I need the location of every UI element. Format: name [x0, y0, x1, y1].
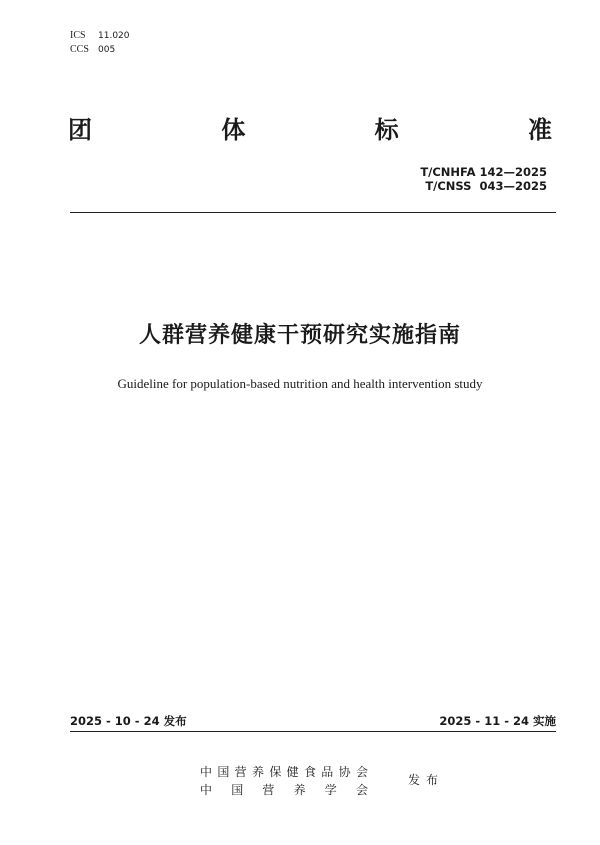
publisher-2: [200, 782, 368, 798]
standard-type-char: 准: [527, 116, 552, 144]
publish-label: 发布: [408, 773, 445, 787]
publisher-1-char: 协: [338, 765, 351, 779]
standard-number-2: T/CNSS 043—2025: [425, 179, 547, 193]
standard-type-char: 标: [374, 116, 399, 144]
standard-type-char: 团: [68, 116, 92, 144]
publisher-1-char: 保: [269, 765, 282, 779]
publisher-1-char: 食: [303, 765, 316, 779]
publisher-2-char: 中: [200, 783, 213, 797]
title-english: Guideline for population-based nutrition and health intervention study: [117, 376, 483, 391]
ccs-value: 005: [98, 45, 116, 55]
ccs-code: [70, 44, 115, 56]
publisher-1: [200, 764, 368, 780]
standard-type-char: 体: [221, 116, 246, 144]
publisher-2-char: 国: [231, 783, 244, 797]
ics-label: ICS: [70, 30, 86, 41]
publisher-1-char: 健: [286, 765, 299, 779]
footer-divider: [70, 731, 556, 732]
header-divider: [70, 212, 556, 213]
publisher-2-char: 营: [262, 783, 275, 797]
publisher-1-char: 营: [234, 765, 247, 779]
ics-code: [70, 30, 130, 42]
publisher-2-char: 会: [355, 783, 368, 797]
publisher-1-char: 会: [355, 765, 368, 779]
ics-value: 11.020: [98, 31, 130, 41]
publisher-1-char: 中: [200, 765, 213, 779]
implement-date: 2025 - 11 - 24 实施: [439, 714, 556, 728]
publisher-1-char: 养: [251, 765, 264, 779]
standard-type: [68, 116, 552, 144]
release-date: 2025 - 10 - 24 发布: [70, 714, 187, 728]
standard-number-1: T/CNHFA 142—2025: [420, 165, 547, 179]
publisher-1-char: 品: [321, 765, 334, 779]
publisher-1-char: 国: [217, 765, 230, 779]
ccs-label: CCS: [70, 44, 89, 55]
publisher-2-char: 学: [324, 783, 337, 797]
publisher-2-char: 养: [293, 783, 306, 797]
title-chinese: 人群营养健康干预研究实施指南: [138, 323, 461, 348]
